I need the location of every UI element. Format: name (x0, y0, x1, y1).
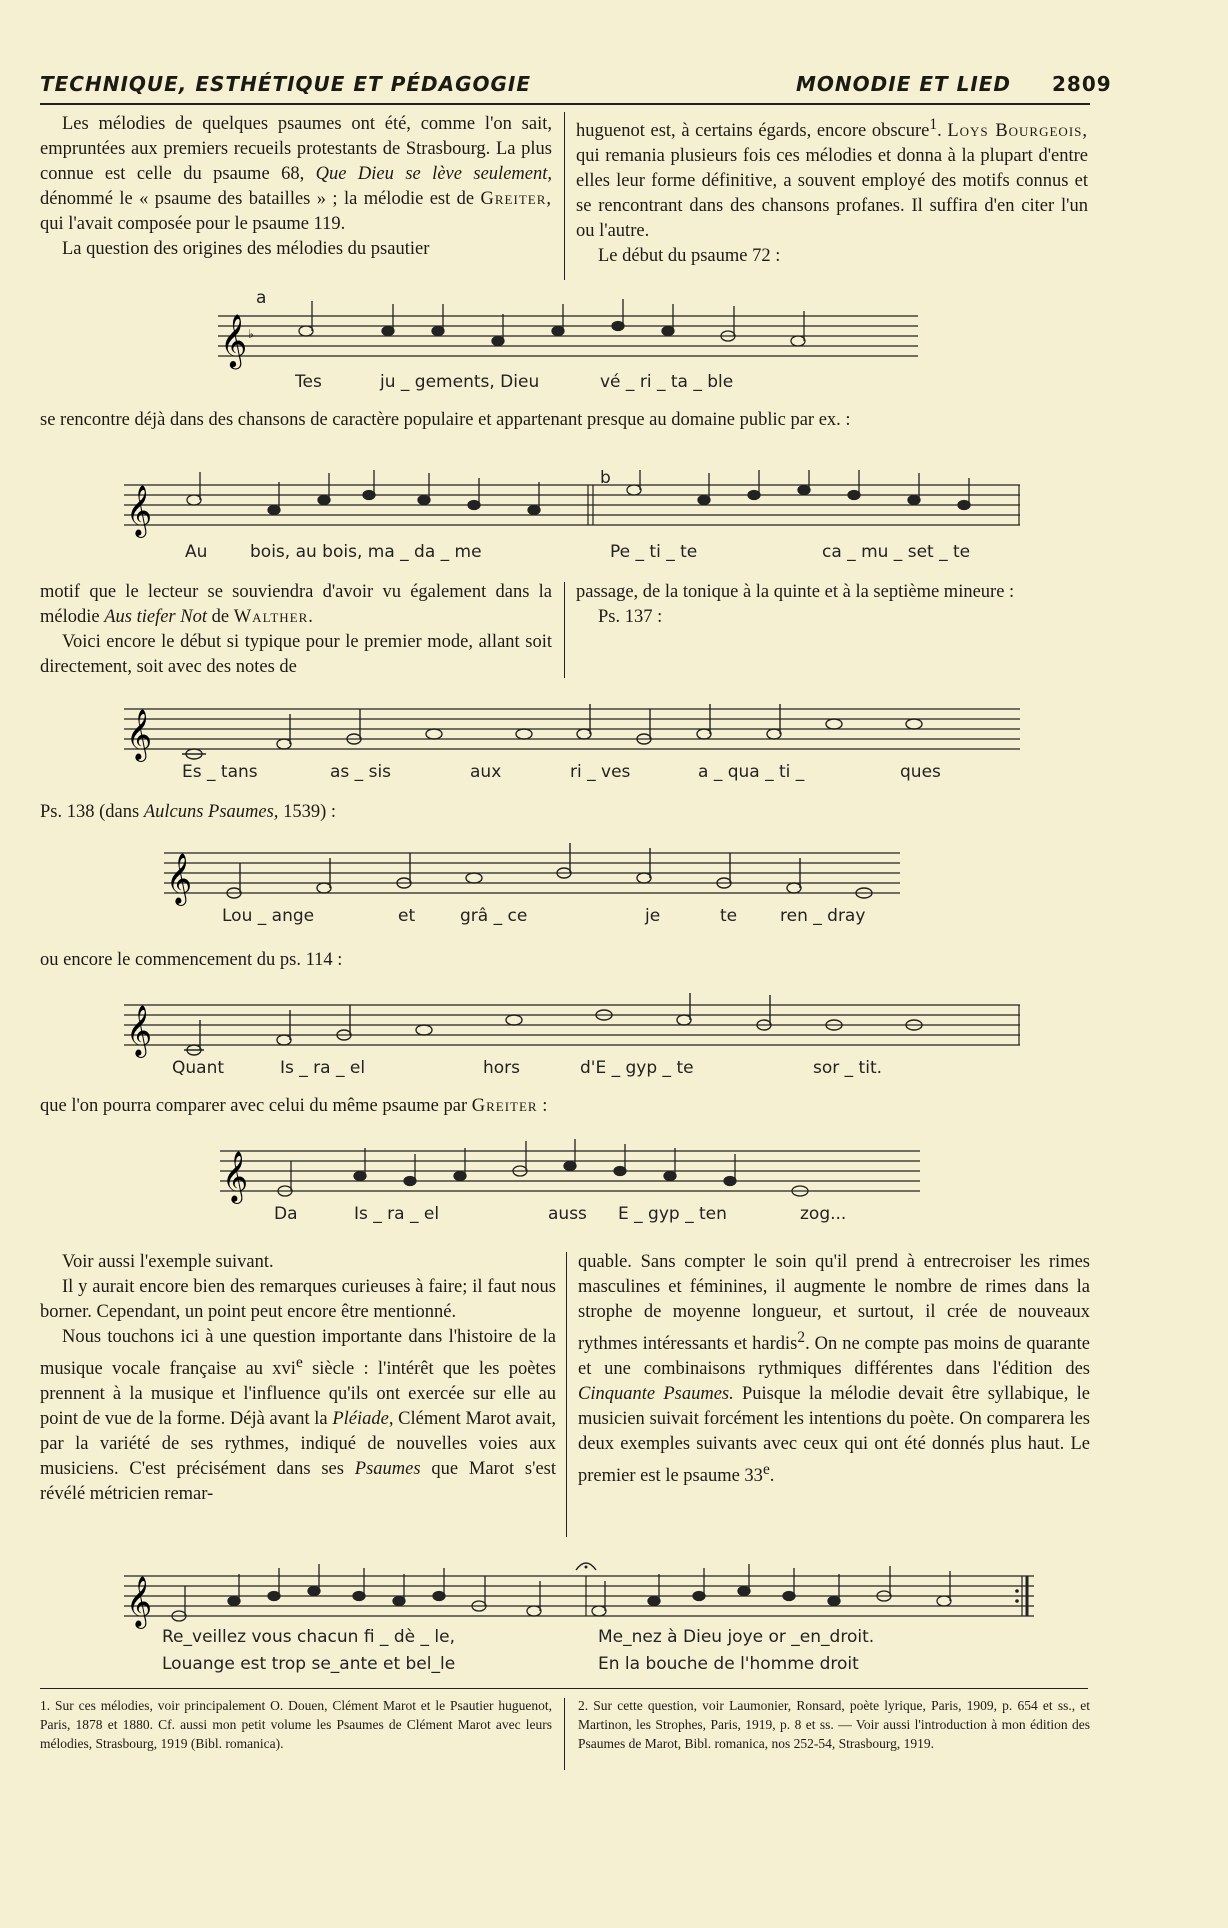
paragraph: passage, de la tonique à la quinte et à la septième mineure : (576, 582, 1015, 602)
lyric: ca _ mu _ set _ te (822, 542, 971, 562)
top-right-column (576, 112, 1088, 269)
paragraph: Le début du psaume 72 : (598, 246, 781, 267)
lyric-line: Re_veillez vous chacun fi _ dè _ le, (162, 1627, 455, 1647)
music-staff-example-2 (124, 470, 1020, 540)
lyric: ren _ dray (780, 906, 866, 926)
text-line: Ps. 138 (dans Aulcuns Psaumes, 1539) : (40, 802, 336, 822)
lyric: ju _ gements, Dieu (380, 372, 540, 392)
lyric: grâ _ ce (460, 906, 528, 926)
text-line: que l'on pourra comparer avec celui du même psaume par Greiter : (40, 1096, 548, 1116)
running-header-left: TECHNIQUE, ESTHÉTIQUE ET PÉDAGOGIE (40, 72, 532, 96)
lyric: ri _ ves (570, 762, 631, 782)
paragraph: huguenot est, à certains égards, encore obscure$^1$. Loys Bourgeois, qui remania plusieurs fois ces mélodies et donna à la plupart d'entre elles leur forme définitive, a souvent employé des motifs connus et se rencontrant dans des chansons profanes. Il suffira d'en citer l'un ou l'autre. (576, 116, 1089, 242)
lyric-line: En la bouche de l'homme droit (598, 1654, 859, 1674)
column-divider (564, 582, 565, 678)
svg-text:𝄞: 𝄞 (220, 313, 248, 367)
svg-text:𝄞: 𝄞 (126, 485, 153, 536)
lyric: aux (470, 762, 502, 782)
paragraph: motif que le lecteur se souviendra d'avoir vu également dans la mélodie Aus tiefer Not de Walther. (40, 582, 552, 627)
lyric: Is _ ra _ el (354, 1204, 440, 1224)
lyric: zog... (800, 1204, 847, 1224)
svg-text:♭: ♭ (248, 327, 254, 341)
lyric: Da (274, 1204, 298, 1224)
music-staff-example-1 (218, 296, 918, 376)
lyric: je (645, 906, 661, 926)
music-staff-example-4 (164, 838, 900, 908)
mid-right-column (576, 580, 1088, 630)
lyric: Es _ tans (182, 762, 258, 782)
svg-text:𝄞: 𝄞 (222, 1151, 249, 1202)
running-header-right: MONODIE ET LIED (796, 72, 1012, 96)
lyric: Quant (172, 1058, 225, 1078)
text-line: ou encore le commencement du ps. 114 : (40, 950, 343, 970)
column-divider (564, 1698, 565, 1770)
lyric: d'E _ gyp _ te (580, 1058, 694, 1078)
paragraph: quable. Sans compter le soin qu'il prend à entrecroiser les rimes masculines et féminines, il augmente le nombre de rimes dans la strophe de moyenne longueur, et surtout, il crée de nouveaux rythmes intéressants et hardis$^2$. On ne compte pas moins de quarante et une combinaisons rythmiques différentes dans l'édition des Cinquante Psaumes. Puisque la mélodie devait être syllabique, le musicien suivait forcément les intentions du poète. On comparera les deux exemples suivants avec ceux qui ont été donnés plus haut. Le premier est le psaume 33e. (578, 1252, 1090, 1487)
paragraph: Voici encore le début si typique pour le premier mode, allant soit directement, soit avec des notes de (40, 632, 552, 677)
bottom-left-column (40, 1250, 556, 1507)
lyric: hors (483, 1058, 521, 1078)
svg-text:𝄞: 𝄞 (126, 1576, 153, 1627)
lyric: Lou _ ange (222, 906, 315, 926)
footnote-rule (40, 1688, 1088, 1689)
lyric: a _ qua _ ti _ (698, 762, 805, 782)
bottom-right-column (578, 1250, 1090, 1489)
lyric: vé _ ri _ ta _ ble (600, 372, 734, 392)
example-marker-a: a (256, 288, 267, 308)
lyric: Pe _ ti _ te (610, 542, 698, 562)
svg-text:𝄞: 𝄞 (126, 1005, 153, 1056)
footnote-2: 2. Sur cette question, voir Laumonier, Ronsard, poète lyrique, Paris, 1909, p. 654 et ss., et Martinon, les Strophes, Paris, 1919, p. 8 et ss. — Voir aussi l'introduction à mon édition des Psaumes de Marot, Bibl. romanica, nos 252-54, Strasbourg, 1919. (578, 1698, 1090, 1751)
music-staff-example-7 (124, 1556, 1034, 1632)
svg-text:𝄞: 𝄞 (126, 709, 153, 760)
text-paragraph: se rencontre déjà dans des chansons de caractère populaire et appartenant presque au domaine public par ex. : (40, 410, 851, 430)
example-marker-b: b (600, 468, 611, 488)
paragraph: Nous touchons ici à une question importante dans l'histoire de la musique vocale française au xvi$^e$ siècle : l'intérêt que les poètes prennent à la musique et l'influence qu'ils ont exercée sur elle au point de vue de la forme. Déjà avant la Pléiade, Clément Marot avait, par la variété de ses rythmes, indiqué de nouvelles voies aux musiciens. C'est précisément dans ses Psaumes que Marot s'est révélé métricien remar- (40, 1327, 556, 1505)
lyric: te (720, 906, 738, 926)
lyric: bois, au bois, ma _ da _ me (250, 542, 482, 562)
top-left-column (40, 112, 552, 262)
music-staff-example-5 (124, 990, 1020, 1060)
lyric: E _ gyp _ ten (618, 1204, 727, 1224)
paragraph: La question des origines des mélodies du psautier (62, 239, 430, 259)
paragraph: Il y aurait encore bien des remarques curieuses à faire; il faut nous borner. Cependant, un point peut encore être mentionné. (40, 1277, 556, 1322)
lyric: ques (900, 762, 941, 782)
lyric-line: Me_nez à Dieu joye or _en_droit. (598, 1627, 875, 1647)
music-staff-example-6 (220, 1136, 920, 1206)
paragraph: Les mélodies de quelques psaumes ont été, comme l'on sait, empruntées aux premiers recueils protestants de Strasbourg. La plus connue est celle du psaume 68, Que Dieu se lève seulement, dénommé le « psaume des batailles » ; la mélodie est de Greiter, qui l'avait composée pour le psaume 119. (40, 114, 552, 234)
lyric: et (398, 906, 416, 926)
music-staff-example-3 (124, 694, 1020, 764)
column-divider (564, 112, 565, 280)
paragraph: Voir aussi l'exemple suivant. (62, 1252, 274, 1272)
lyric: sor _ tit. (813, 1058, 883, 1078)
lyric-line: Louange est trop se_ante et bel_le (162, 1654, 456, 1674)
lyric: Au (185, 542, 208, 562)
footnote-1: 1. Sur ces mélodies, voir principalement O. Douen, Clément Marot et le Psautier huguenot, Paris, 1878 et 1880. Cf. aussi mon petit volume les Psaumes de Clément Marot avec leurs mélodies, Strasbourg, 1919 (Bibl. romanica). (40, 1698, 552, 1751)
page-number: 2809 (1052, 72, 1112, 96)
column-divider (566, 1252, 567, 1537)
lyric: auss (548, 1204, 587, 1224)
paragraph: Ps. 137 : (598, 607, 663, 627)
lyric: as _ sis (330, 762, 392, 782)
mid-left-column (40, 580, 552, 680)
header-rule (40, 103, 1090, 105)
svg-text:𝄞: 𝄞 (166, 853, 193, 904)
lyric: Tes (295, 372, 322, 392)
lyric: Is _ ra _ el (280, 1058, 366, 1078)
